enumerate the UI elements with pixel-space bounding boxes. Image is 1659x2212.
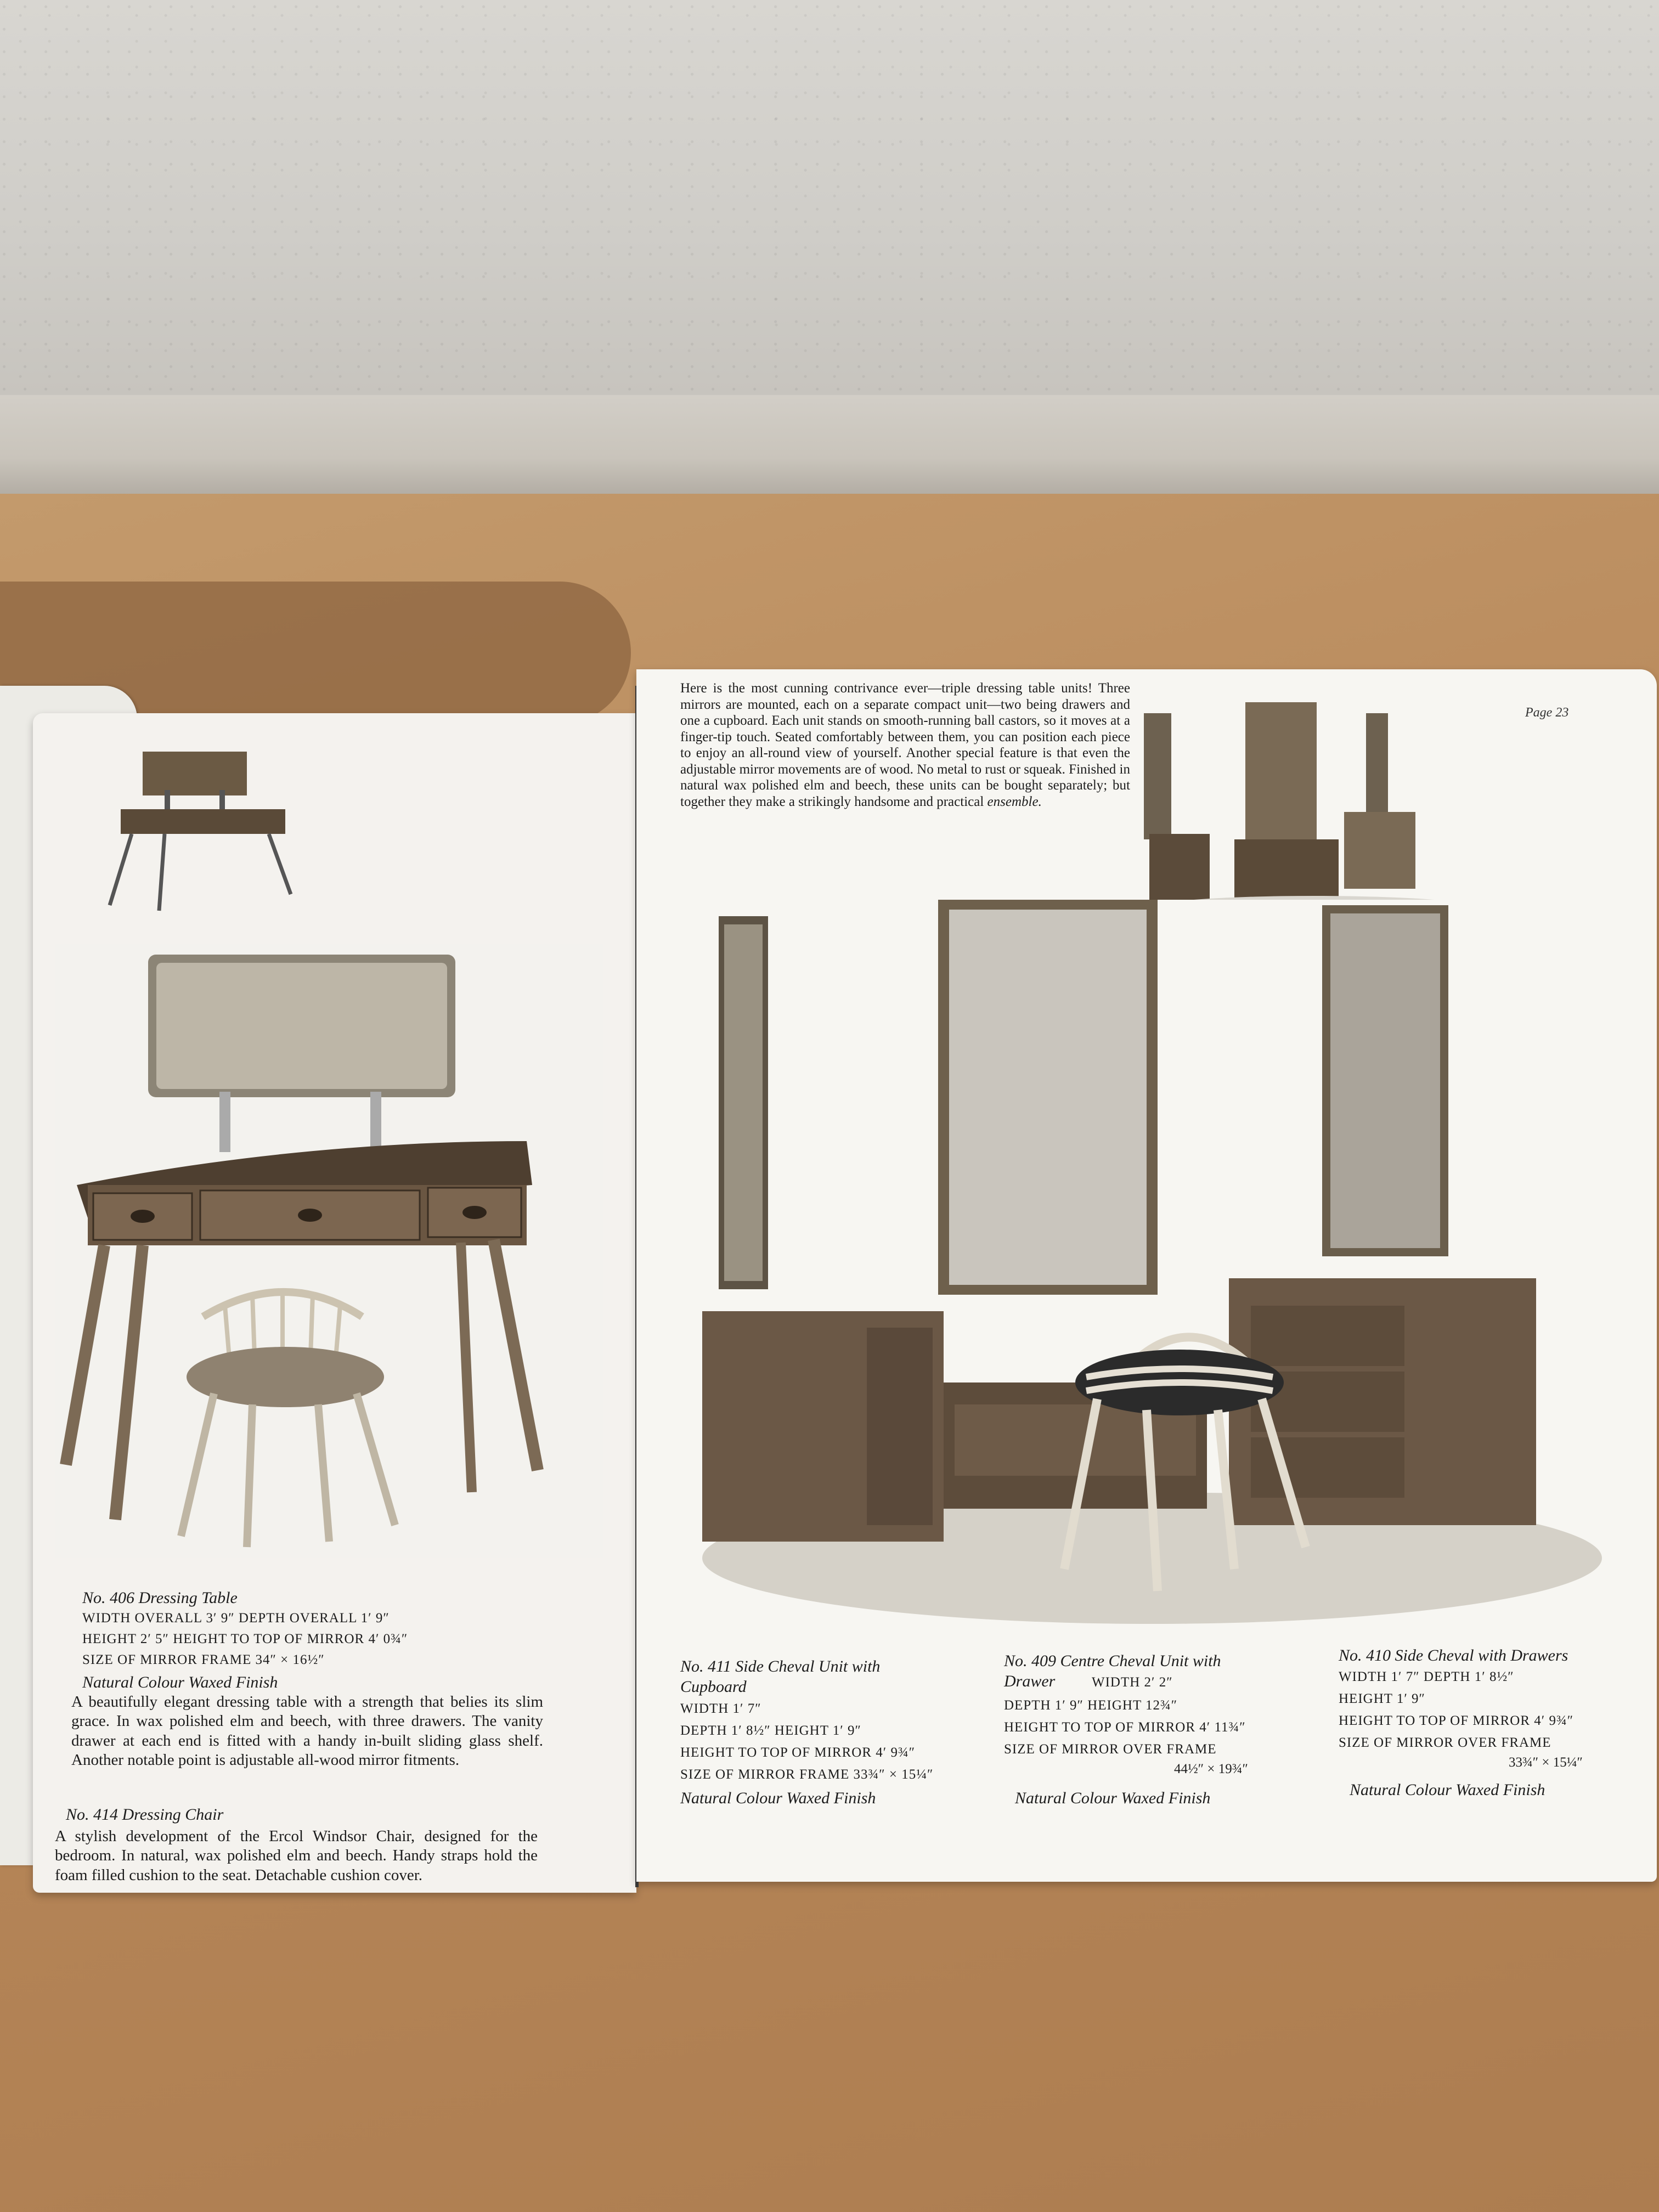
thumbnail-cheval-units-photo [1136,691,1492,922]
unit-410-title: No. 410 Side Cheval with Drawers [1339,1646,1568,1664]
unit-409-mirror-height: HEIGHT TO TOP OF MIRROR 4′ 11¾″ [1004,1720,1246,1735]
unit-409-width: WIDTH 2′ 2″ [1092,1675,1173,1690]
unit-411-depth: DEPTH 1′ 8½″ HEIGHT 1′ 9″ [680,1723,861,1738]
unit-411-title: No. 411 Side Cheval Unit with Cupboard [680,1657,881,1696]
thumbnail-dressing-table-photo [99,746,307,922]
dressing-table-photo [55,944,603,1558]
unit-411-mirror: SIZE OF MIRROR FRAME 33¾″ × 15¼″ [680,1767,934,1782]
page-number: Page 23 [1525,706,1569,720]
unit-409-finish: Natural Colour Waxed Finish [1015,1789,1211,1807]
dressing-table-height: HEIGHT 2′ 5″ HEIGHT TO TOP OF MIRROR 4′ 0¾″ [82,1632,408,1646]
unit-410-mirror: 33¾″ × 15¼″ [1509,1755,1583,1770]
unit-410-mirror-height: HEIGHT TO TOP OF MIRROR 4′ 9¾″ [1339,1713,1574,1728]
dressing-table-finish: Natural Colour Waxed Finish [82,1673,278,1691]
intro-ensemble: ensemble. [987,794,1042,809]
unit-410-height: HEIGHT 1′ 9″ [1339,1691,1425,1706]
unit-410-width: WIDTH 1′ 7″ DEPTH 1′ 8½″ [1339,1669,1514,1684]
unit-409-mirror: 44½″ × 19¾″ [1174,1762,1248,1776]
stone-wall-background [0,0,1659,395]
stone-ledge [0,395,1659,510]
unit-409-mirror-label: SIZE OF MIRROR OVER FRAME [1004,1742,1217,1757]
left-page [33,713,636,1893]
intro-text: Here is the most cunning contrivance ever—triple dressing table units! Three mirrors are mounted, each on a separate compact unit—two being drawers and one a cupboard. Each unit stands on smooth-running ball castors, so it moves at a finger-tip touch. Seated comfortably between them, you can position each piece to enjoy an all-round view of yourself. Another special feature is that even the adjustable mirror movements are of wood. No metal to rust or squeak. Finished in natural wax polished elm and beech, these units can be bought separately; but together they make a strikingly handsome and practical [680,681,1130,809]
unit-410-mirror-label: SIZE OF MIRROR OVER FRAME [1339,1735,1551,1750]
unit-410-finish: Natural Colour Waxed Finish [1350,1781,1545,1799]
cheval-units-photo [691,900,1613,1629]
unit-411-mirror-height: HEIGHT TO TOP OF MIRROR 4′ 9¾″ [680,1745,916,1760]
unit-409-title: No. 409 Centre Cheval Unit with Drawer [1004,1652,1221,1690]
unit-409-depth: DEPTH 1′ 9″ HEIGHT 12¾″ [1004,1698,1178,1713]
open-catalogue [0,664,1659,1915]
intro-paragraph [680,680,1130,810]
dressing-table-description: A beautifully elegant dressing table with a strength that belies its slim grace. In wax polished elm and beech, with three drawers. The vanity drawer at each end is fitted with a handy in-built sliding glass shelf. Another notable point is adjustable all-wood mirror fitments. [71,1693,543,1769]
right-page [636,669,1657,1882]
dressing-table-title: No. 406 Dressing Table [82,1589,238,1607]
dressing-table-width: WIDTH OVERALL 3′ 9″ DEPTH OVERALL 1′ 9″ [82,1611,390,1626]
unit-411-finish: Natural Colour Waxed Finish [680,1789,876,1807]
dressing-chair-description: A stylish development of the Ercol Windsor Chair, designed for the bedroom. In natural, wax polished elm and beech. Handy straps hold the foam filled cushion to the seat. Detachable cushion cover. [55,1827,538,1884]
unit-411-width: WIDTH 1′ 7″ [680,1701,761,1716]
dressing-chair-title: No. 414 Dressing Chair [66,1805,224,1824]
dressing-table-mirror: SIZE OF MIRROR FRAME 34″ × 16½″ [82,1652,325,1667]
